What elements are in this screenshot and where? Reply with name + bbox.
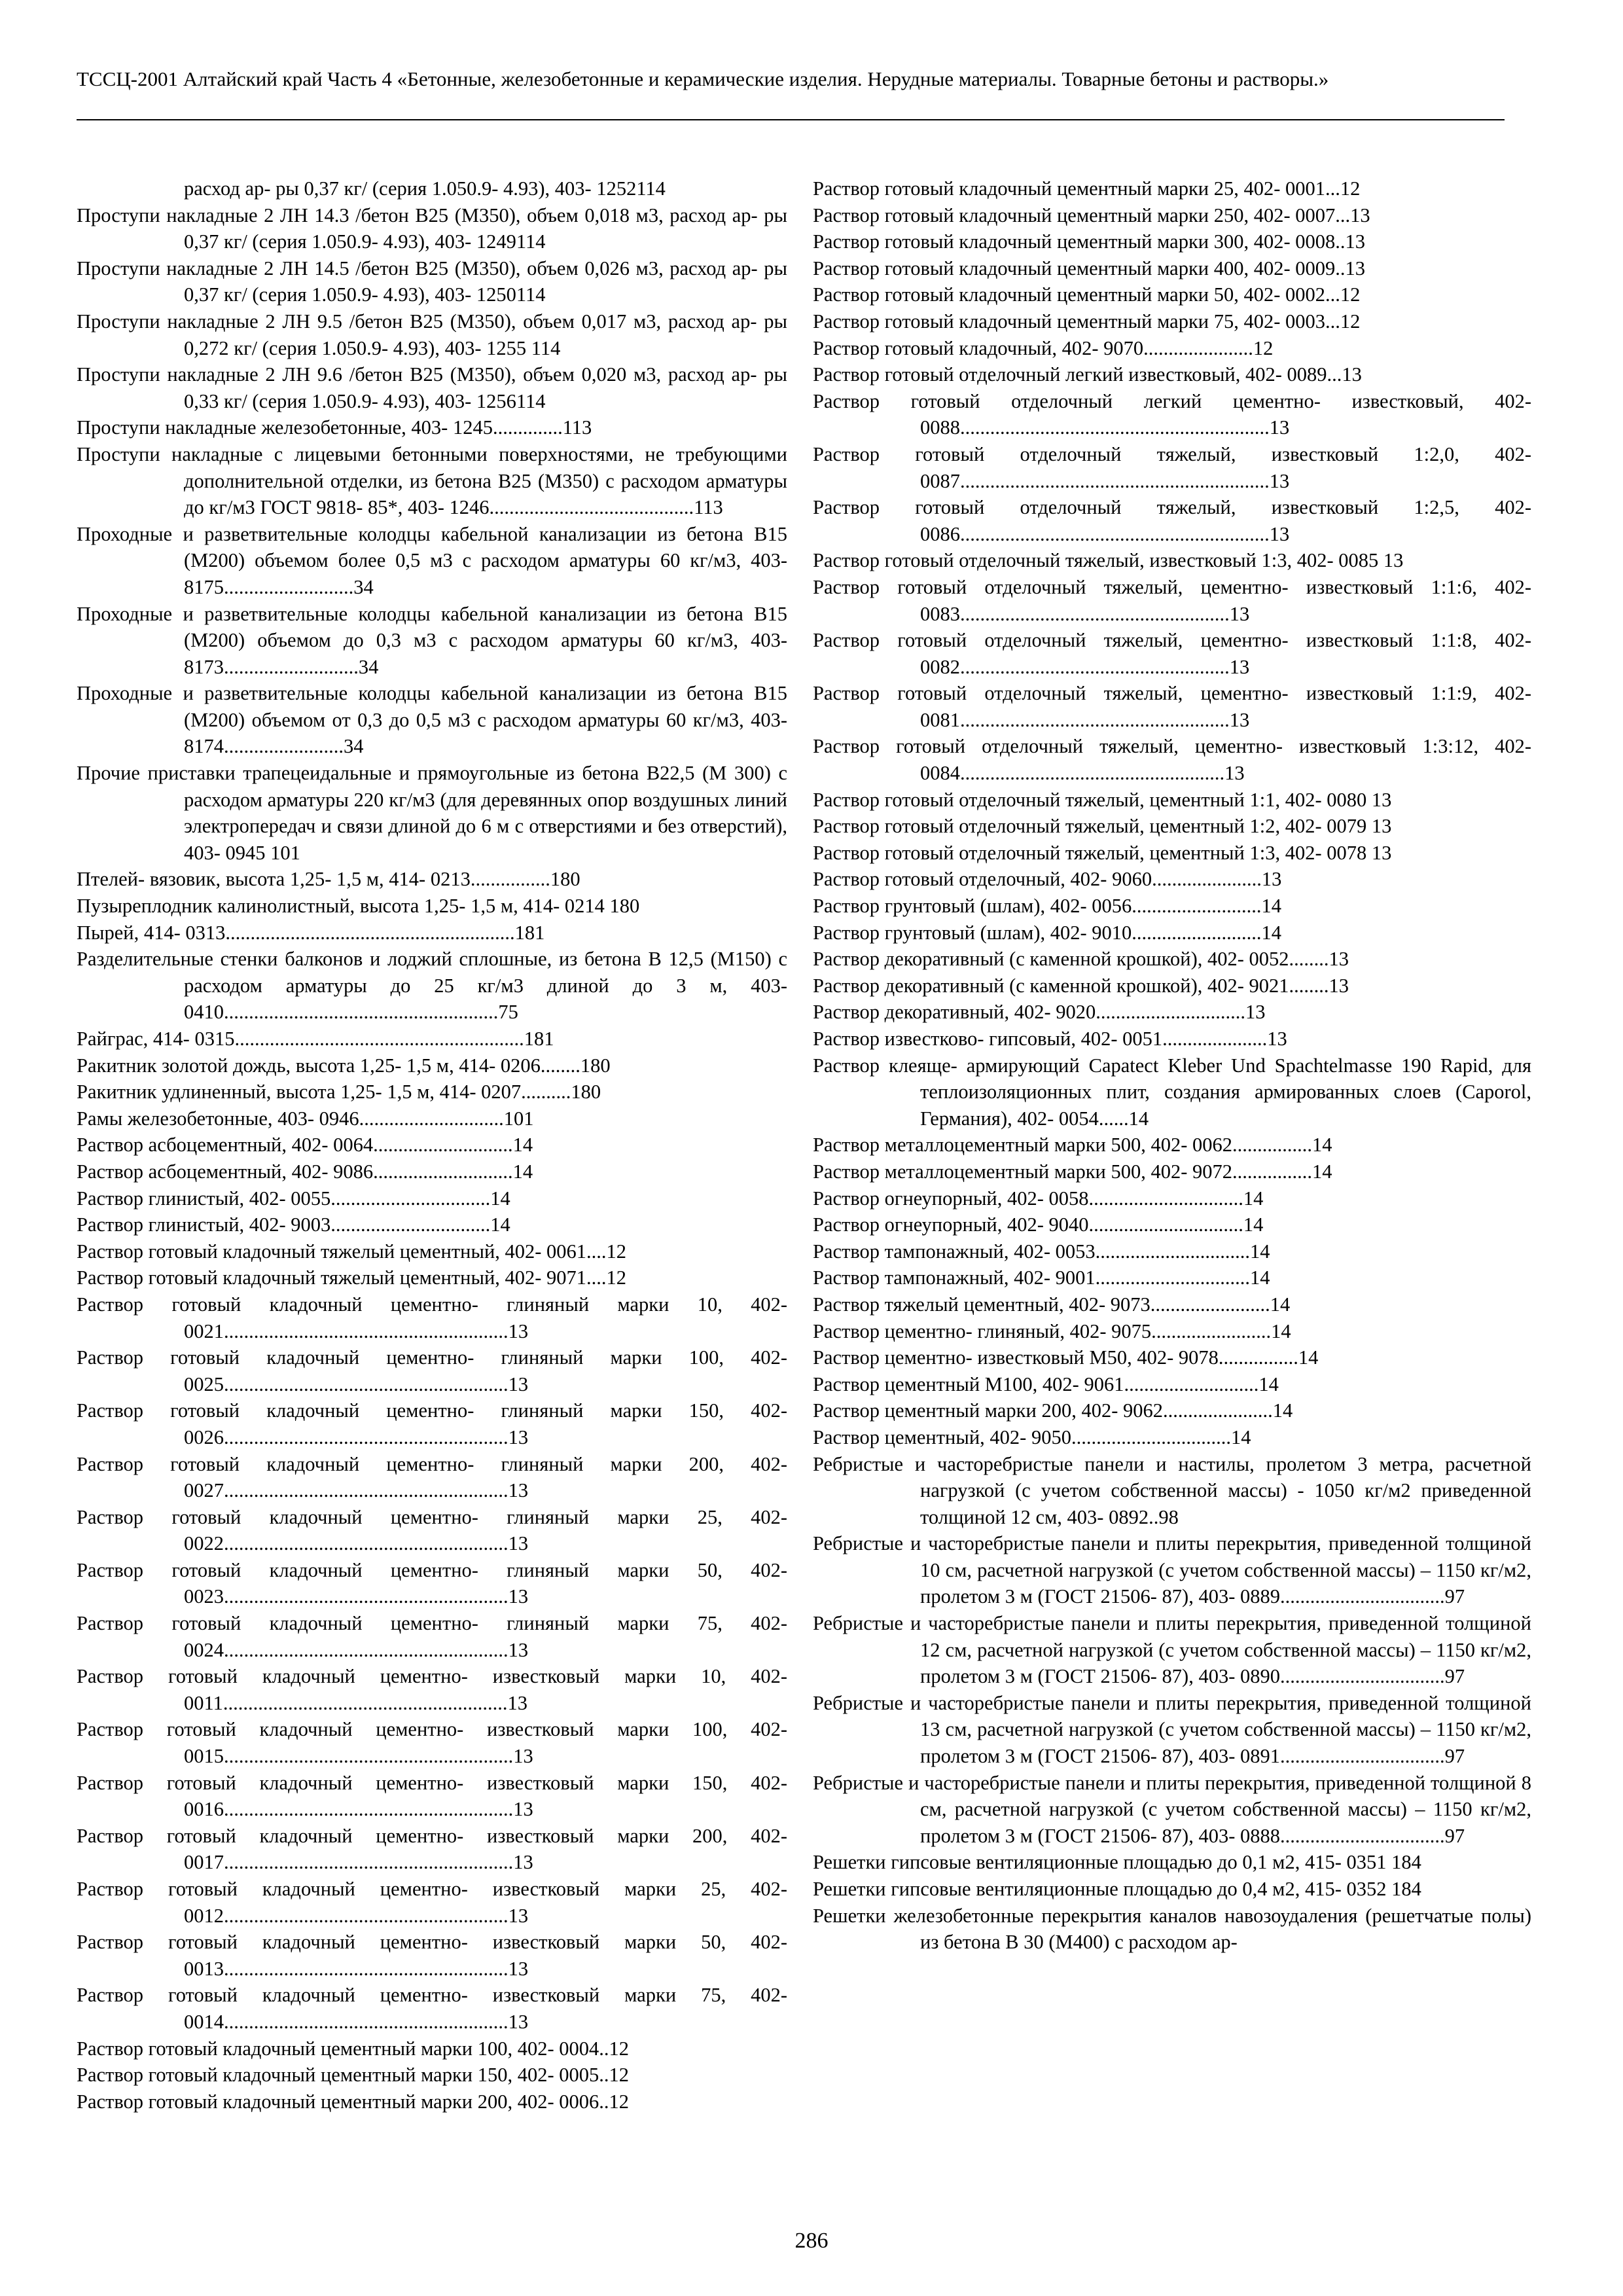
- index-entry: Раствор готовый отделочный тяжелый, цементный 1:2, 402- 0079 13: [813, 815, 1392, 838]
- index-entry: Раствор асбоцементный, 402- 0064............................14: [77, 1134, 533, 1157]
- index-entry: Проступи накладные 2 ЛН 14.5 /бетон В25 (М350), объем 0,026 м3, расход ар- ры 0,37 кг/ (серия 1.050.9- 4.93), 403- 1250114: [77, 257, 787, 306]
- index-entry: Раствор клеяще- армирующий Capatect Kleber Und Spachtelmasse 190 Rapid, для теплоизоляционных плит, создания армированных слоев (Caporol, Германия), 402- 0054......14: [813, 1054, 1531, 1130]
- index-entry: Раствор металлоцементный марки 500, 402- 9072................14: [813, 1160, 1332, 1183]
- index-entry: Ребристые и часторебристые панели и плиты перекрытия, приведенной толщиной 13 см, расчетной нагрузкой (с учетом собственной массы) – 1150 кг/м2, пролетом 3 м (ГОСТ 21506- 87), 403- 0891.................................97: [813, 1691, 1531, 1768]
- index-entry: Раствор готовый кладочный цементно- глиняный марки 150, 402- 0026.........................................................13: [77, 1399, 787, 1448]
- index-entry: Раствор готовый отделочный тяжелый, цементно- известковый 1:3:12, 402- 0084.....................................................13: [813, 735, 1531, 785]
- index-entry: Раствор готовый отделочный тяжелый, цементно- известковый 1:1:8, 402- 0082......................................................13: [813, 629, 1531, 678]
- right-column: [813, 175, 1531, 1956]
- index-entry: Проступи накладные железобетонные, 403- 1245..............113: [77, 416, 592, 439]
- index-entry: Раствор готовый кладочный цементно- глиняный марки 50, 402- 0023.........................................................13: [77, 1558, 787, 1608]
- left-column: [77, 175, 787, 2115]
- index-entry: Ракитник удлиненный, высота 1,25- 1,5 м, 414- 0207..........180: [77, 1081, 601, 1103]
- index-entry: Прочие приставки трапецеидальные и прямоугольные из бетона В22,5 (М 300) с расходом арматуры 220 кг/м3 (для деревянных опор воздушных линий электропередач и связи длиной до 6 м с отверстиями и без отверстий), 403- 0945 101: [77, 762, 787, 864]
- index-entry: Раствор готовый кладочный цементно- известковый марки 200, 402- 0017..........................................................13: [77, 1824, 787, 1874]
- index-entry: Раствор известково- гипсовый, 402- 0051.....................13: [813, 1028, 1287, 1050]
- index-entry: Раствор тяжелый цементный, 402- 9073........................14: [813, 1293, 1291, 1316]
- index-entry: Раствор готовый отделочный тяжелый, известковый 1:2,5, 402- 0086..............................................................13: [813, 496, 1531, 545]
- index-entry: Раствор готовый кладочный цементно- глиняный марки 200, 402- 0027.........................................................13: [77, 1452, 787, 1502]
- index-entry: Раствор готовый кладочный цементно- известковый марки 150, 402- 0016..........................................................13: [77, 1771, 787, 1821]
- index-entry: Проступи накладные 2 ЛН 9.6 /бетон В25 (М350), объем 0,020 м3, расход ар- ры 0,33 кг/ (серия 1.050.9- 4.93), 403- 1256114: [77, 363, 787, 412]
- index-entry: Пырей, 414- 0313..........................................................181: [77, 921, 545, 944]
- index-entry: Раствор цементно- известковый М50, 402- 9078................14: [813, 1346, 1319, 1369]
- index-entry: Раствор готовый кладочный цементно- известковый марки 50, 402- 0013.........................................................13: [77, 1931, 787, 1980]
- index-entry: Птелей- вязовик, высота 1,25- 1,5 м, 414- 0213................180: [77, 868, 580, 891]
- index-entry: Раствор готовый отделочный, 402- 9060......................13: [813, 868, 1282, 891]
- index-entry: Ребристые и часторебристые панели и плиты перекрытия, приведенной толщиной 10 см, расчетной нагрузкой (с учетом собственной массы) – 1150 кг/м2, пролетом 3 м (ГОСТ 21506- 87), 403- 0889.................................97: [813, 1532, 1531, 1608]
- index-entry: Раствор готовый кладочный цементно- известковый марки 75, 402- 0014.........................................................13: [77, 1984, 787, 2033]
- index-entry: Пузыреплодник калинолистный, высота 1,25- 1,5 м, 414- 0214 180: [77, 895, 640, 918]
- index-entry: Раствор готовый кладочный, 402- 9070......................12: [813, 336, 1274, 359]
- index-entry: Раствор готовый отделочный тяжелый, известковый 1:3, 402- 0085 13: [813, 549, 1404, 572]
- index-entry: Раствор готовый кладочный цементный марки 150, 402- 0005..12: [77, 2064, 629, 2087]
- index-entry: Раствор готовый кладочный цементно- глиняный марки 75, 402- 0024.........................................................13: [77, 1612, 787, 1661]
- page-header: ТССЦ-2001 Алтайский край Часть 4 «Бетонные, железобетонные и керамические изделия. Нерудные материалы. Товарные бетоны и растворы.»: [77, 67, 1329, 90]
- header-rule: [77, 119, 1505, 120]
- index-entry: Проходные и разветвительные колодцы кабельной канализации из бетона В15 (М200) объемом более 0,5 м3 с расходом арматуры 60 кг/м3, 403- 8175..........................34: [77, 522, 787, 598]
- index-entry: Ребристые и часторебристые панели и плиты перекрытия, приведенной толщиной 8 см, расчетной нагрузкой (с учетом собственной массы) – 1150 кг/м2, пролетом 3 м (ГОСТ 21506- 87), 403- 0888.................................97: [813, 1771, 1531, 1847]
- index-entry: Раствор готовый отделочный тяжелый, известковый 1:2,0, 402- 0087..............................................................13: [813, 442, 1531, 492]
- index-entry: Раствор готовый кладочный цементный марки 200, 402- 0006..12: [77, 2090, 629, 2113]
- index-entry: Решетки железобетонные перекрытия каналов навозоудаления (решетчатые полы) из бетона В 30 (М400) с расходом ар-: [813, 1904, 1531, 1954]
- index-entry: Раствор готовый отделочный тяжелый, цементный 1:3, 402- 0078 13: [813, 841, 1392, 864]
- index-entry: Ребристые и часторебристые панели и настилы, пролетом 3 метра, расчетной нагрузкой (с учетом собственной массы) - 1050 кг/м2 приведенной толщиной 12 см, 403- 0892..98: [813, 1452, 1531, 1528]
- index-entry: Раствор готовый кладочный цементный марки 250, 402- 0007...13: [813, 204, 1370, 226]
- index-entry: Раствор готовый кладочный цементно- глиняный марки 100, 402- 0025.........................................................13: [77, 1346, 787, 1395]
- index-entry: Разделительные стенки балконов и лоджий сплошные, из бетона В 12,5 (М150) с расходом арматуры до 25 кг/м3 длиной до 3 м, 403- 0410.......................................................75: [77, 948, 787, 1024]
- index-entry: Раствор грунтовый (шлам), 402- 9010..........................14: [813, 921, 1282, 944]
- index-entry: Проступи накладные с лицевыми бетонными поверхностями, не требующими дополнительной отделки, из бетона В25 (М350) с расходом арматуры до кг/м3 ГОСТ 9818- 85*, 403- 1246.........................................113: [77, 442, 787, 519]
- index-entry: Раствор глинистый, 402- 0055................................14: [77, 1187, 510, 1210]
- index-entry: Раствор готовый отделочный тяжелый, цементно- известковый 1:1:6, 402- 0083......................................................13: [813, 575, 1531, 625]
- index-entry: Раствор цементно- глиняный, 402- 9075........................14: [813, 1319, 1291, 1342]
- index-entry: Раствор готовый отделочный тяжелый, цементный 1:1, 402- 0080 13: [813, 788, 1392, 811]
- page-number: 286: [794, 2229, 829, 2253]
- index-entry: расход ар- ры 0,37 кг/ (серия 1.050.9- 4.93), 403- 1252114: [184, 177, 666, 200]
- index-entry: Ребристые и часторебристые панели и плиты перекрытия, приведенной толщиной 12 см, расчетной нагрузкой (с учетом собственной массы) – 1150 кг/м2, пролетом 3 м (ГОСТ 21506- 87), 403- 0890.................................97: [813, 1612, 1531, 1688]
- index-entry: Раствор огнеупорный, 402- 0058...............................14: [813, 1187, 1264, 1210]
- index-entry: Раствор готовый кладочный цементно- глиняный марки 10, 402- 0021.........................................................13: [77, 1293, 787, 1342]
- index-entry: Проступи накладные 2 ЛН 14.3 /бетон В25 (М350), объем 0,018 м3, расход ар- ры 0,37 кг/ (серия 1.050.9- 4.93), 403- 1249114: [77, 204, 787, 253]
- index-entry: Решетки гипсовые вентиляционные площадью до 0,4 м2, 415- 0352 184: [813, 1878, 1421, 1900]
- index-entry: Раствор готовый кладочный цементно- глиняный марки 25, 402- 0022.........................................................13: [77, 1505, 787, 1555]
- index-entry: Раствор декоративный, 402- 9020..............................13: [813, 1001, 1266, 1024]
- index-entry: Проходные и разветвительные колодцы кабельной канализации из бетона В15 (М200) объемом до 0,3 м3 с расходом арматуры 60 кг/м3, 403- 8173...........................34: [77, 602, 787, 678]
- index-entry: Раствор готовый отделочный тяжелый, цементно- известковый 1:1:9, 402- 0081......................................................13: [813, 682, 1531, 731]
- index-entry: Раствор декоративный (с каменной крошкой), 402- 0052........13: [813, 948, 1349, 971]
- index-entry: Раствор готовый кладочный цементно- известковый марки 25, 402- 0012.........................................................13: [77, 1878, 787, 1927]
- index-entry: Раствор готовый кладочный цементный марки 25, 402- 0001...12: [813, 177, 1361, 200]
- index-entry: Раствор готовый отделочный легкий известковый, 402- 0089...13: [813, 363, 1362, 386]
- index-entry: Раствор огнеупорный, 402- 9040...............................14: [813, 1213, 1264, 1236]
- index-entry: Раствор готовый кладочный цементный марки 300, 402- 0008..13: [813, 230, 1365, 253]
- index-entry: Раствор готовый кладочный цементно- известковый марки 10, 402- 0011.........................................................13: [77, 1665, 787, 1714]
- index-entry: Раствор металлоцементный марки 500, 402- 0062................14: [813, 1134, 1332, 1157]
- index-entry: Рамы железобетонные, 403- 0946.............................101: [77, 1107, 534, 1130]
- index-entry: Раствор цементный марки 200, 402- 9062......................14: [813, 1399, 1293, 1422]
- index-entry: Раствор асбоцементный, 402- 9086............................14: [77, 1160, 533, 1183]
- index-entry: Раствор глинистый, 402- 9003................................14: [77, 1213, 510, 1236]
- index-entry: Решетки гипсовые вентиляционные площадью до 0,1 м2, 415- 0351 184: [813, 1851, 1421, 1874]
- index-entry: Раствор готовый кладочный цементный марки 100, 402- 0004..12: [77, 2037, 629, 2060]
- index-entry: Раствор готовый кладочный цементный марки 50, 402- 0002...12: [813, 283, 1361, 306]
- index-entry: Райграс, 414- 0315..........................................................181: [77, 1028, 554, 1050]
- index-entry: Раствор готовый кладочный тяжелый цементный, 402- 9071....12: [77, 1266, 627, 1289]
- index-entry: Раствор готовый кладочный цементно- известковый марки 100, 402- 0015..........................................................13: [77, 1718, 787, 1768]
- index-entry: Раствор тампонажный, 402- 0053...............................14: [813, 1240, 1270, 1263]
- index-entry: Раствор декоративный (с каменной крошкой), 402- 9021........13: [813, 974, 1349, 997]
- index-entry: Раствор готовый кладочный цементный марки 75, 402- 0003...12: [813, 310, 1361, 332]
- index-entry: Раствор цементный М100, 402- 9061...........................14: [813, 1372, 1279, 1395]
- index-entry: Раствор грунтовый (шлам), 402- 0056..........................14: [813, 895, 1282, 918]
- index-entry: Раствор тампонажный, 402- 9001...............................14: [813, 1266, 1270, 1289]
- index-entry: Раствор цементный, 402- 9050................................14: [813, 1426, 1251, 1448]
- index-entry: Раствор готовый отделочный легкий цементно- известковый, 402- 0088..............................................................13: [813, 389, 1531, 439]
- index-entry: Ракитник золотой дождь, высота 1,25- 1,5 м, 414- 0206........180: [77, 1054, 611, 1077]
- index-entry: Проступи накладные 2 ЛН 9.5 /бетон В25 (М350), объем 0,017 м3, расход ар- ры 0,272 кг/ (серия 1.050.9- 4.93), 403- 1255 114: [77, 310, 787, 359]
- index-entry: Раствор готовый кладочный тяжелый цементный, 402- 0061....12: [77, 1240, 627, 1263]
- index-entry: Раствор готовый кладочный цементный марки 400, 402- 0009..13: [813, 257, 1365, 279]
- index-entry: Проходные и разветвительные колодцы кабельной канализации из бетона В15 (М200) объемом от 0,3 до 0,5 м3 с расходом арматуры 60 кг/м3, 403- 8174........................34: [77, 682, 787, 758]
